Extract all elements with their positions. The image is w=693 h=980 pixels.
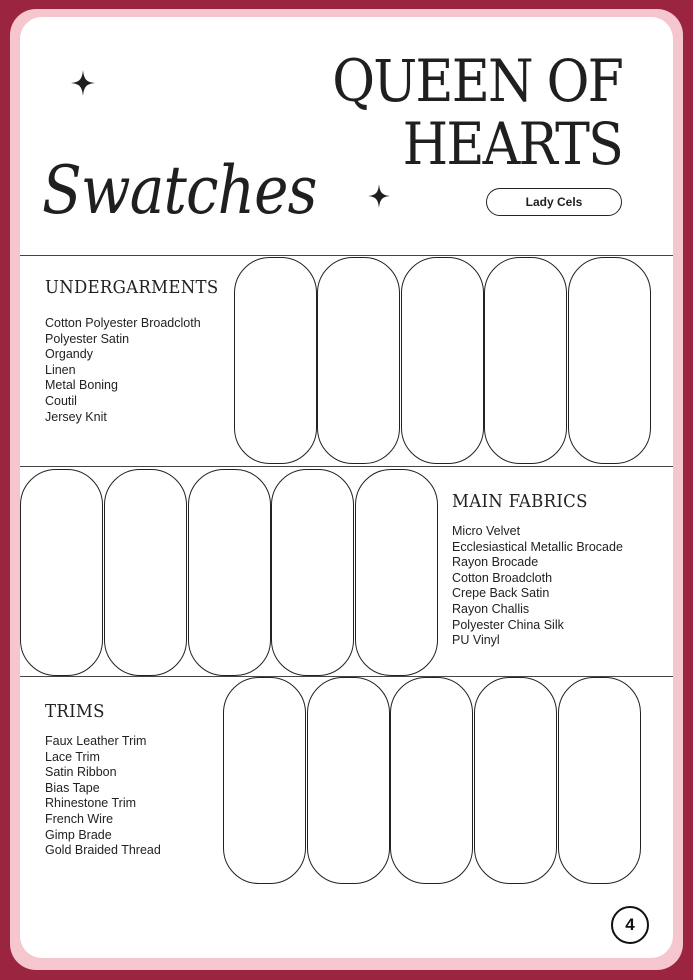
list-item: Organdy xyxy=(45,347,93,362)
swatch-slot[interactable] xyxy=(188,469,271,676)
list-item: Satin Ribbon xyxy=(45,765,117,780)
list-item: Jersey Knit xyxy=(45,409,107,424)
swatch-slot[interactable] xyxy=(223,677,306,884)
script-subtitle: Swatches xyxy=(42,152,317,229)
swatch-slot[interactable] xyxy=(104,469,187,676)
swatch-slot[interactable] xyxy=(390,677,473,884)
trims-list xyxy=(45,734,161,859)
list-item: Bias Tape xyxy=(45,780,100,795)
section-divider xyxy=(20,466,673,467)
list-item: Metal Boning xyxy=(45,378,118,393)
list-item: PU Vinyl xyxy=(452,633,500,648)
list-item: Rayon Brocade xyxy=(452,555,539,570)
list-item: Polyester China Silk xyxy=(452,617,564,632)
swatch-slot[interactable] xyxy=(234,257,317,464)
swatch-slot[interactable] xyxy=(271,469,354,676)
list-item: Cotton Polyester Broadcloth xyxy=(45,316,201,330)
section-heading-trims: TRIMS xyxy=(45,701,105,722)
list-item: Lace Trim xyxy=(45,749,100,764)
page-title xyxy=(332,47,622,178)
list-item: Rhinestone Trim xyxy=(45,796,137,811)
title-line-1: QUEEN OF xyxy=(332,47,622,115)
list-item: Crepe Back Satin xyxy=(452,586,550,601)
swatch-slot[interactable] xyxy=(401,257,484,464)
swatch-slot[interactable] xyxy=(474,677,557,884)
list-item: Micro Velvet xyxy=(452,524,521,538)
sparkle-icon xyxy=(71,70,95,96)
list-item: Rayon Challis xyxy=(452,601,530,616)
swatch-slot[interactable] xyxy=(307,677,390,884)
swatch-slot[interactable] xyxy=(568,257,651,464)
list-item: Gold Braided Thread xyxy=(45,843,161,858)
section-heading-undergarments: UNDERGARMENTS xyxy=(45,277,219,298)
swatch-slot[interactable] xyxy=(558,677,641,884)
swatch-slot[interactable] xyxy=(484,257,567,464)
title-line-2: HEARTS xyxy=(402,110,622,178)
list-item: Linen xyxy=(45,362,76,377)
list-item: French Wire xyxy=(45,811,114,826)
swatch-slot[interactable] xyxy=(355,469,438,676)
list-item: Gimp Brade xyxy=(45,827,112,842)
list-item: Faux Leather Trim xyxy=(45,734,147,748)
list-item: Cotton Broadcloth xyxy=(452,570,553,585)
undergarments-list xyxy=(45,316,201,425)
list-item: Polyester Satin xyxy=(45,331,130,346)
swatch-slot[interactable] xyxy=(317,257,400,464)
section-heading-main-fabrics: MAIN FABRICS xyxy=(452,491,588,512)
author-tag: Lady Cels xyxy=(486,188,622,216)
swatch-slot[interactable] xyxy=(20,469,103,676)
page-number: 4 xyxy=(611,906,649,944)
list-item: Coutil xyxy=(45,393,77,408)
list-item: Ecclesiastical Metallic Brocade xyxy=(452,539,623,554)
sparkle-icon xyxy=(368,184,390,208)
main-fabrics-list xyxy=(452,524,623,649)
section-divider xyxy=(20,255,673,256)
